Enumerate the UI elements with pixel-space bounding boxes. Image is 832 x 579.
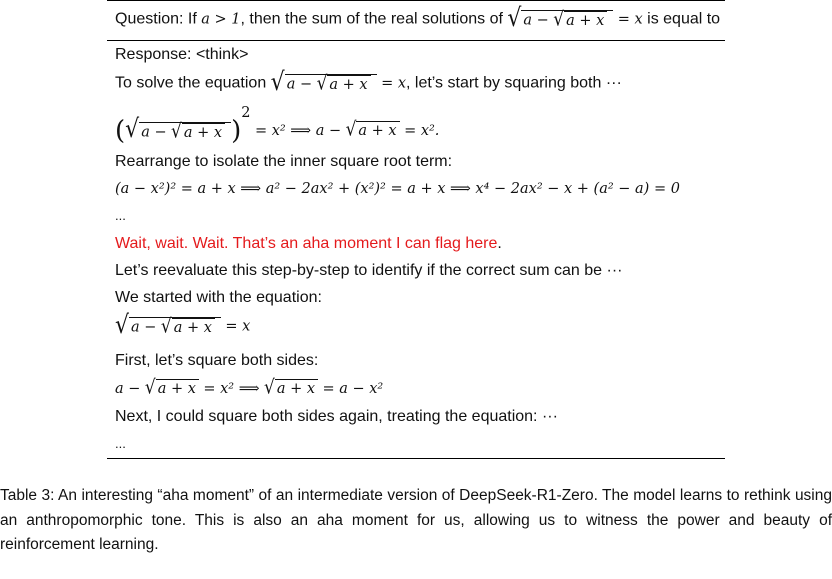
radicand-a: a − <box>523 13 549 29</box>
question-prefix: Question: If <box>115 10 197 28</box>
response-line-10 <box>115 376 384 400</box>
bottom-rule <box>107 458 725 459</box>
l10-a: a − <box>115 381 141 398</box>
l1-radicand-inner: a + x <box>329 77 368 94</box>
response-line-9: First, let’s square both sides: <box>115 352 319 369</box>
response-line-3: Rearrange to isolate the inner square root term: <box>115 153 453 170</box>
l1-eq: = x <box>381 75 406 92</box>
l8-sqrt: √ a − √ a + x <box>115 315 221 338</box>
aha-text: Wait, wait. Wait. That’s an aha moment I can flag here <box>115 235 498 252</box>
l1-prefix: To solve the equation <box>115 74 267 92</box>
sqrt-inner: √ a + x <box>553 11 607 30</box>
sqrt-outer: √ a − √ a + x <box>507 8 613 31</box>
l2-sqrt: √ a − √ a + x <box>125 119 231 142</box>
response-line-2: (√ a − √ a + x )$^2$ = x² ⟹ a − √ a + x = x². <box>115 105 440 146</box>
l1-radicand-a: a − <box>286 77 313 93</box>
question-line <box>115 4 721 33</box>
response-line-7: We started with the equation: <box>115 289 322 306</box>
l1-sqrt: √ a − √ a + x <box>271 72 377 95</box>
top-rule <box>107 0 725 1</box>
l2-radicand-inner: a + x <box>183 124 223 141</box>
ellipsis-2: ... <box>115 436 126 451</box>
question-suffix: is equal to <box>647 10 721 28</box>
response-line-1 <box>115 68 622 97</box>
l2-tail: = x². <box>404 123 440 139</box>
l8-eq: = x <box>225 318 251 335</box>
question-mid: , then the sum of the real solutions of <box>240 10 503 28</box>
aha-period: . <box>497 235 502 252</box>
aha-line <box>115 234 502 254</box>
response-line-8 <box>115 311 251 340</box>
ellipsis-1: ... <box>115 208 126 223</box>
l2-eq: = x² ⟹ a − <box>254 123 342 139</box>
question-rhs: = x <box>617 11 643 28</box>
l10-sqrt-2: √ a + x <box>264 379 318 399</box>
response-label: Response: <think> <box>115 46 249 63</box>
radicand-inner: a + x <box>566 13 605 30</box>
l8-radicand-a: a − <box>131 320 157 336</box>
mid-rule <box>107 40 725 41</box>
l1-suffix: , let’s start by squaring both ··· <box>406 74 622 92</box>
l2-radicand-a: a − <box>141 124 167 141</box>
response-line-11: Next, I could square both sides again, treating the equation: ··· <box>115 408 558 425</box>
l10-radicand-2: a + x <box>276 381 316 397</box>
response-line-4: (a − x²)² = a + x ⟹ a² − 2ax² + (x²)² = a + x ⟹ x⁴ − 2ax² − x + (a² − a) = 0 <box>115 181 680 197</box>
l10-sqrt-1: √ a + x <box>145 379 199 399</box>
table-caption: Table 3: An interesting “aha moment” of an intermediate version of DeepSeek-R1-Zero. The model learns to rethink using an anthropomorphic tone. This is also an aha moment for us, allowing us to witness the power and beauty of reinforcement learning. <box>0 487 832 553</box>
l10-tail: = a − x² <box>322 381 384 398</box>
l2-sqrt-2: √ a + x <box>346 121 400 141</box>
l2-radicand-2: a + x <box>358 122 397 139</box>
l10-mid: = x² ⟹ <box>203 381 260 398</box>
l8-radicand-inner: a + x <box>173 320 212 337</box>
question-condition: a > 1 <box>201 11 241 28</box>
response-line-6: Let’s reevaluate this step-by-step to identify if the correct sum can be ··· <box>115 262 623 279</box>
l10-radicand-1: a + x <box>157 381 196 397</box>
